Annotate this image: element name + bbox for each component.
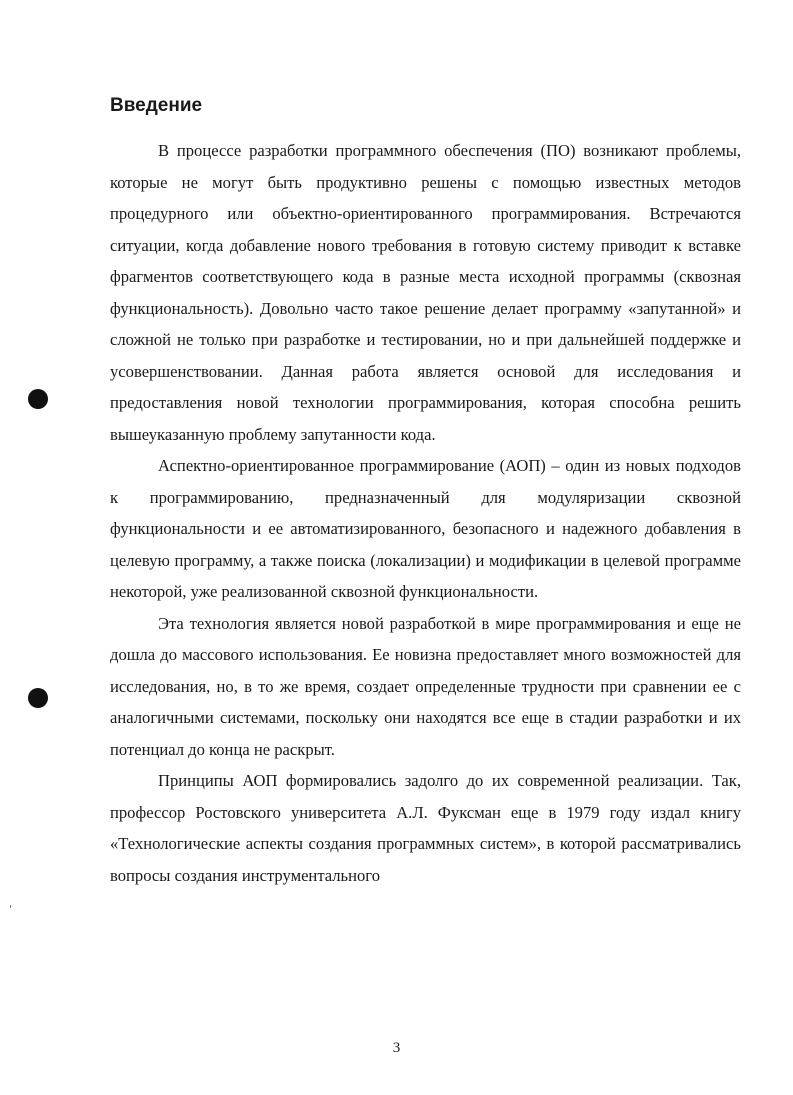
scan-speck [10, 905, 11, 908]
punch-hole-mark [28, 389, 48, 409]
section-heading: Введение [110, 95, 203, 116]
paragraph-1: В процессе разработки программного обеспечения (ПО) возникают проблемы, которые не могут быть продуктивно решены с помощью известных методов процедурного или объектно-ориентированного программирования. Встречаются ситуации, когда добавление нового требования в готовую систему приводит к вставке фрагментов соответствующего кода в разные места исходной программы (сквозная функциональность). Довольно часто такое решение делает программу «запутанной» и сложной не только при разработке и тестировании, но и при дальнейшей поддержке и усовершенствовании. Данная работа является основой для исследования и предоставления новой технологии программирования, которая способна решить вышеуказанную проблему запутанности кода. [110, 141, 741, 444]
punch-hole-mark [28, 688, 48, 708]
body-text [110, 135, 741, 891]
paragraph-2: Аспектно-ориентированное программирование (АОП) – один из новых подходов к программированию, предназначенный для модуляризации сквозной функциональности и ее автоматизированного, безопасного и надежного добавления в целевую программу, а также поиска (локализации) и модификации в целевой программе некоторой, уже реализованной сквозной функциональности. [110, 456, 741, 601]
paragraph-4: Принципы АОП формировались задолго до их современной реализации. Так, профессор Ростовского университета А.Л. Фуксман еще в 1979 году издал книгу «Технологические аспекты создания программных систем», в которой рассматривались вопросы создания инструментального [110, 771, 741, 885]
paragraph-3: Эта технология является новой разработкой в мире программирования и еще не дошла до массового использования. Ее новизна предоставляет много возможностей для исследования, но, в то же время, создает определенные трудности при сравнении ее с аналогичными системами, поскольку они находятся все еще в стадии разработки и их потенциал до конца не раскрыт. [110, 613, 741, 759]
page-number: 3 [392, 1040, 401, 1056]
